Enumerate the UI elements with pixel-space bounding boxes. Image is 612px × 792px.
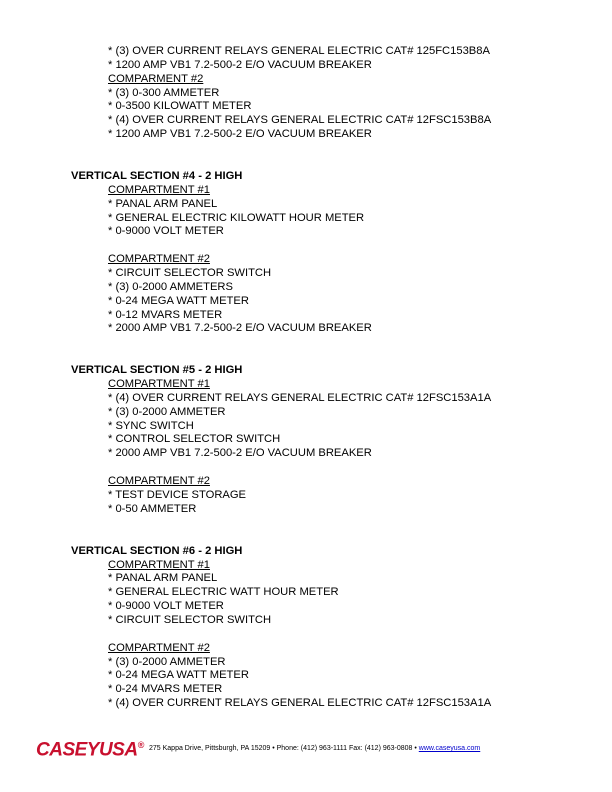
list-item: * 0-9000 VOLT METER xyxy=(108,600,224,612)
list-item: * (4) OVER CURRENT RELAYS GENERAL ELECTRIC CAT# 12FSC153A1A xyxy=(108,697,492,709)
compartment-heading: COMPARTMENT #1 xyxy=(108,184,210,196)
list-item: * (3) 0-2000 AMMETER xyxy=(108,406,226,418)
list-item: * 1200 AMP VB1 7.2-500-2 E/O VACUUM BREAKER xyxy=(108,59,372,71)
list-item: * 0-12 MVARS METER xyxy=(108,309,223,321)
list-item: * (4) OVER CURRENT RELAYS GENERAL ELECTRIC CAT# 12FSC153A1A xyxy=(108,392,492,404)
compartment-heading: COMPARTMENT #1 xyxy=(108,378,210,390)
list-item: * (3) OVER CURRENT RELAYS GENERAL ELECTRIC CAT# 125FC153B8A xyxy=(108,45,490,57)
list-item: * 0-50 AMMETER xyxy=(108,503,197,515)
compartment-heading: COMPARTMENT #1 xyxy=(108,559,210,571)
section-heading: VERTICAL SECTION #4 - 2 HIGH xyxy=(71,170,243,182)
list-item: * CONTROL SELECTOR SWITCH xyxy=(108,433,281,445)
list-item: * (4) OVER CURRENT RELAYS GENERAL ELECTRIC CAT# 12FSC153B8A xyxy=(108,114,492,126)
list-item: * GENERAL ELECTRIC WATT HOUR METER xyxy=(108,586,339,598)
compartment-heading: COMPARMENT #2 xyxy=(108,73,204,85)
list-item: * SYNC SWITCH xyxy=(108,420,194,432)
list-item: * (3) 0-2000 AMMETERS xyxy=(108,281,233,293)
section-heading: VERTICAL SECTION #6 - 2 HIGH xyxy=(71,545,243,557)
list-item: * 1200 AMP VB1 7.2-500-2 E/O VACUUM BREAKER xyxy=(108,128,372,140)
list-item: * (3) 0-2000 AMMETER xyxy=(108,656,226,668)
registered-mark: ® xyxy=(137,740,144,750)
list-item: * 0-3500 KILOWATT METER xyxy=(108,100,252,112)
list-item: * 2000 AMP VB1 7.2-500-2 E/O VACUUM BREAKER xyxy=(108,322,372,334)
list-item: * 2000 AMP VB1 7.2-500-2 E/O VACUUM BREAKER xyxy=(108,447,372,459)
list-item: * TEST DEVICE STORAGE xyxy=(108,489,247,501)
list-item: * 0-24 MEGA WATT METER xyxy=(108,295,249,307)
list-item: * CIRCUIT SELECTOR SWITCH xyxy=(108,614,272,626)
section-heading: VERTICAL SECTION #5 - 2 HIGH xyxy=(71,364,243,376)
list-item: * PANAL ARM PANEL xyxy=(108,572,218,584)
footer-address: 275 Kappa Drive, Pittsburgh, PA 15209 • Phone: (412) 963-1111 Fax: (412) 963-0808 • xyxy=(149,745,419,752)
list-item: * GENERAL ELECTRIC KILOWATT HOUR METER xyxy=(108,212,365,224)
logo-text: CASEYUSA xyxy=(36,739,138,761)
list-item: * CIRCUIT SELECTOR SWITCH xyxy=(108,267,272,279)
list-item: * (3) 0-300 AMMETER xyxy=(108,87,220,99)
compartment-heading: COMPARTMENT #2 xyxy=(108,475,210,487)
company-logo xyxy=(36,733,144,762)
website-link[interactable]: www.caseyusa.com xyxy=(418,745,481,752)
page-footer xyxy=(36,733,596,761)
compartment-heading: COMPARTMENT #2 xyxy=(108,253,210,265)
footer-contact xyxy=(149,744,480,753)
compartment-heading: COMPARTMENT #2 xyxy=(108,642,210,654)
list-item: * 0-24 MVARS METER xyxy=(108,683,223,695)
list-item: * 0-9000 VOLT METER xyxy=(108,225,224,237)
list-item: * 0-24 MEGA WATT METER xyxy=(108,669,249,681)
list-item: * PANAL ARM PANEL xyxy=(108,198,218,210)
